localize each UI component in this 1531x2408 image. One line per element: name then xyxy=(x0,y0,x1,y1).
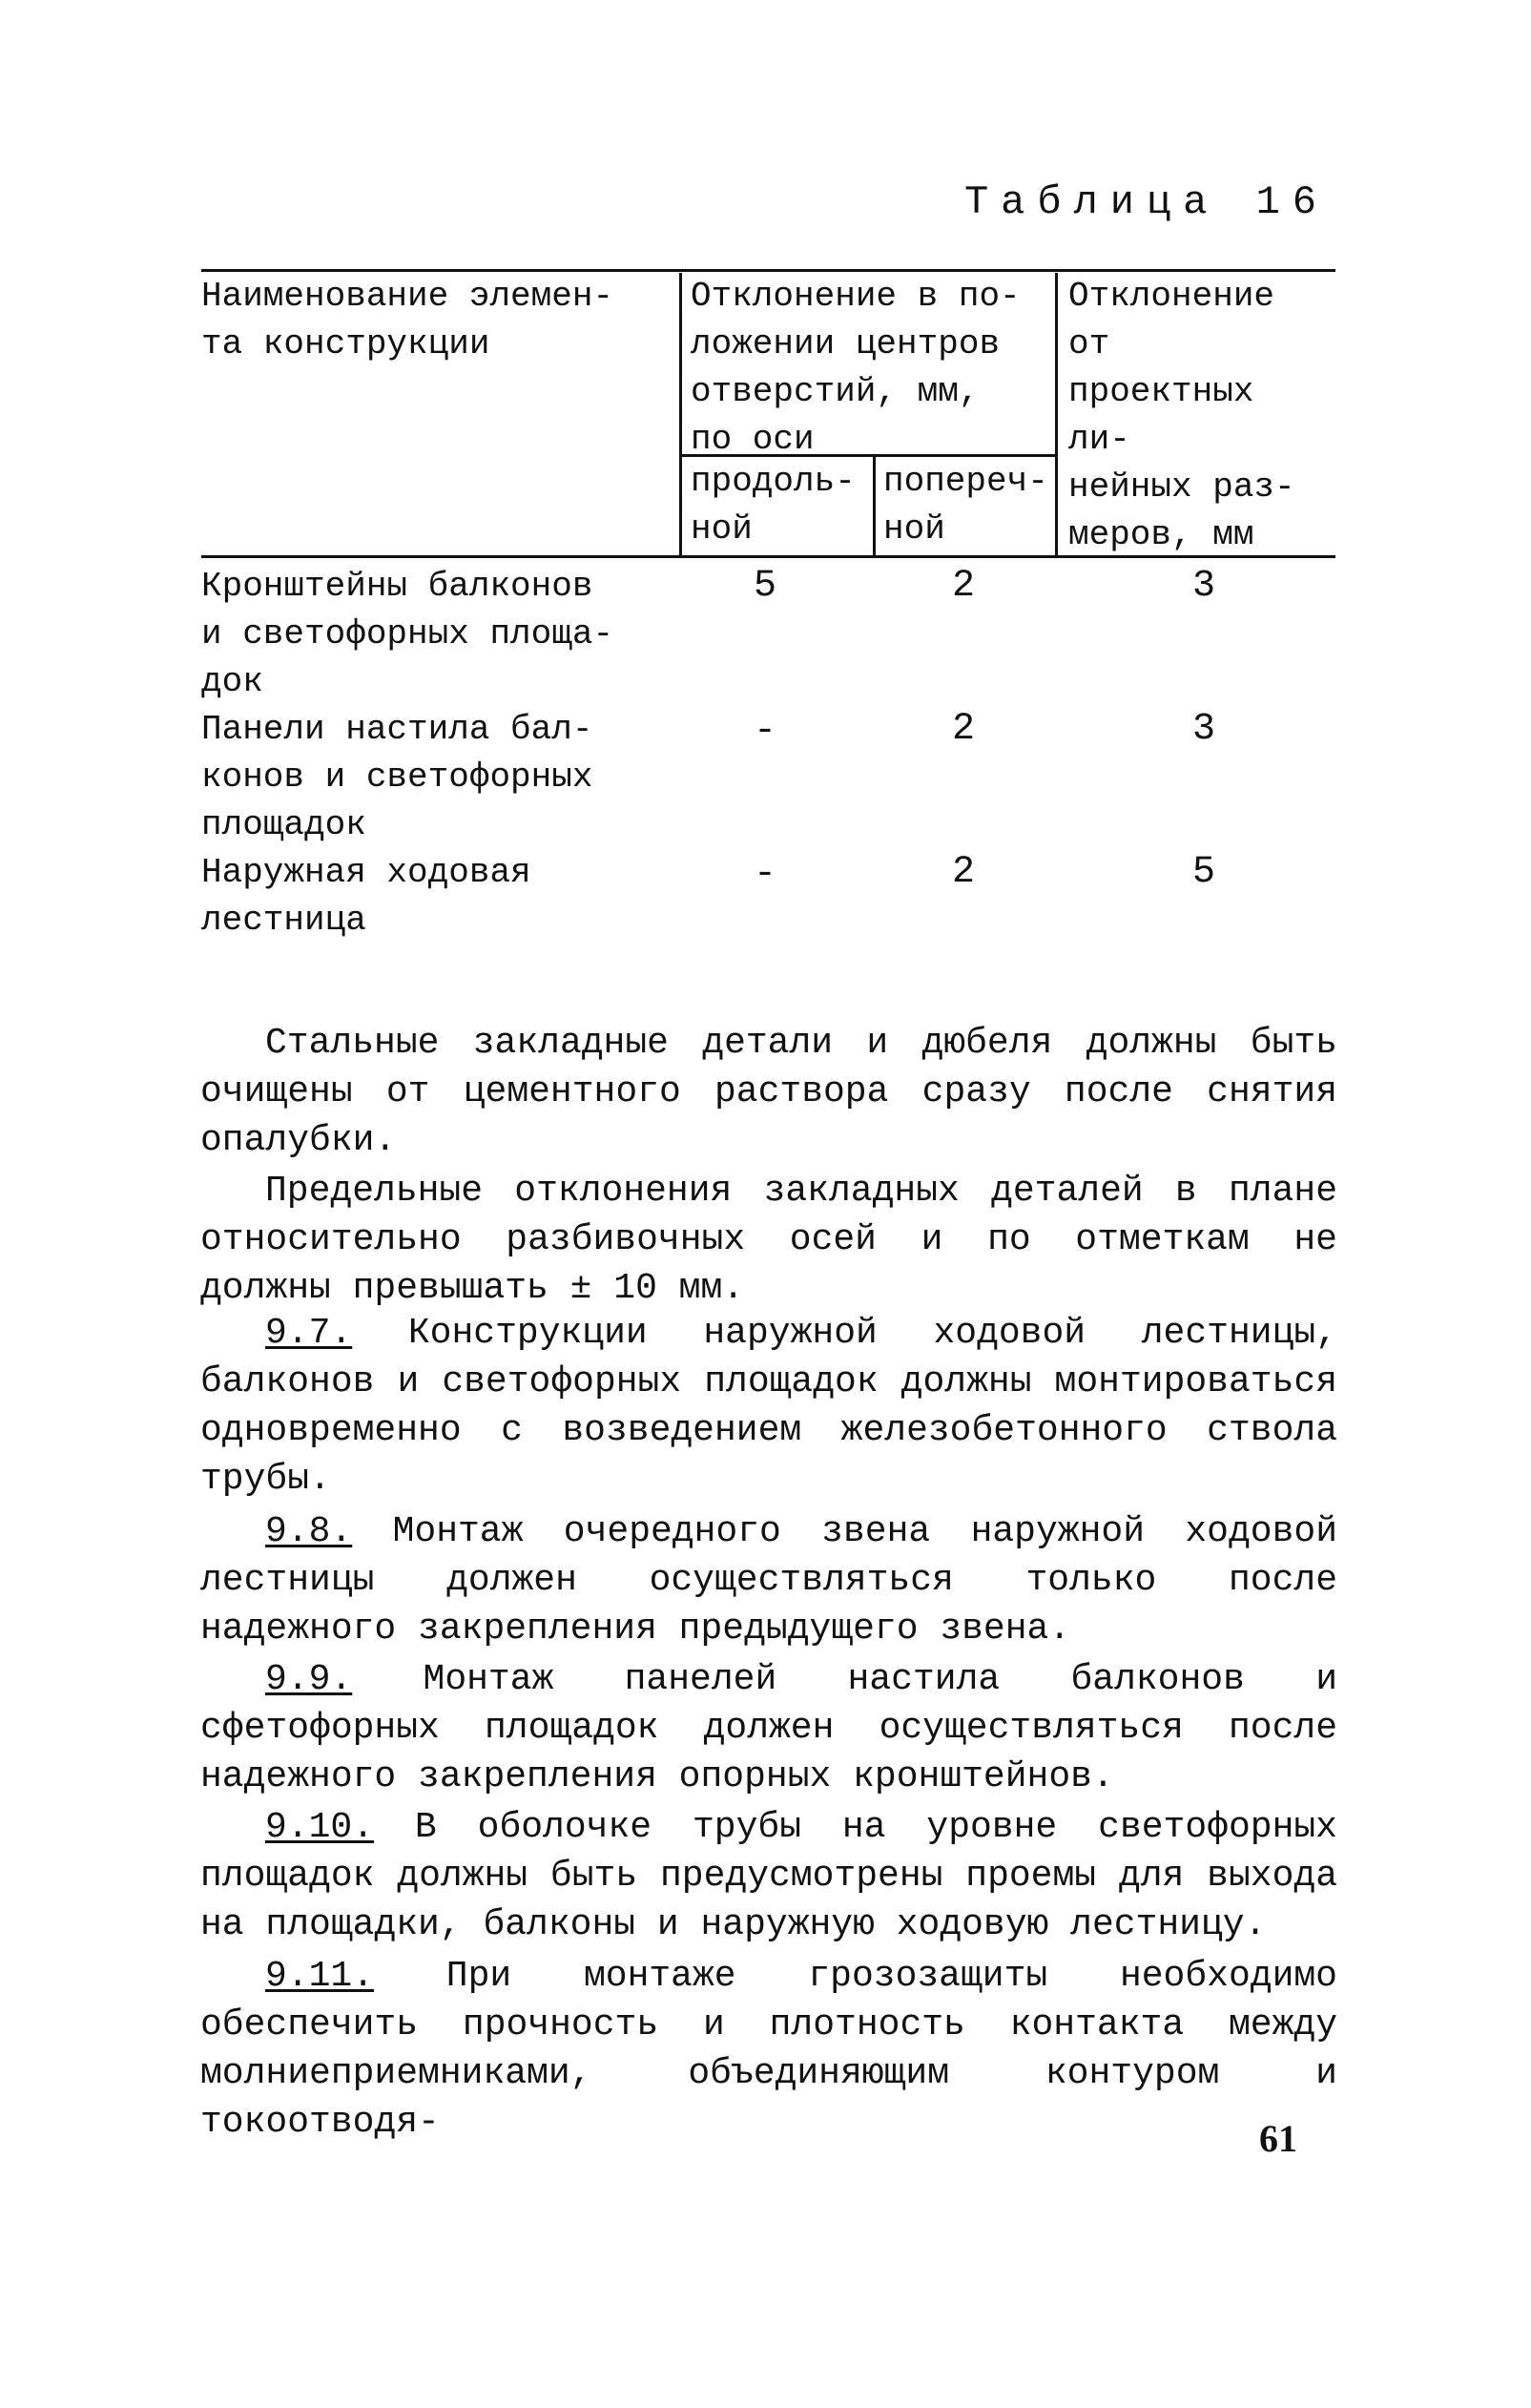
header-linear-size-deviation: Отклонение от проектных ли- нейных раз- меров, мм xyxy=(1068,277,1295,554)
paragraph-9-10-number: 9.10. xyxy=(265,1807,375,1848)
paragraph-9-7-number: 9.7. xyxy=(265,1313,353,1354)
paragraph-9-11-number: 9.11. xyxy=(265,1956,375,1997)
paragraph-9-8-text: Монтаж очередного звена наружной ходовой лестницы должен осуществляться только после надежного закрепления предыдущего звена. xyxy=(200,1511,1337,1650)
table-title: Таблица 16 xyxy=(963,179,1329,225)
header-element-name: Наименование элемен- та конструкции xyxy=(201,277,614,363)
header-divider-2 xyxy=(1055,273,1058,555)
paragraph-9-8-number: 9.8. xyxy=(265,1511,353,1552)
paragraph-9-11 xyxy=(200,1952,1337,2147)
paragraph-9-10 xyxy=(200,1803,1337,1949)
paragraph-steel-embedded-parts: Стальные закладные детали и дюбеля должны быть очищены от цементного раствора сразу после снятия опалубки. xyxy=(200,1023,1337,1161)
table-row-3-longitudinal: - xyxy=(754,853,777,896)
table-row-3-linear: 5 xyxy=(1192,851,1216,894)
paragraph-9-7 xyxy=(200,1309,1337,1504)
paragraph-9-8 xyxy=(200,1507,1337,1653)
table-row-3-name: Наружная ходовая лестница xyxy=(201,853,531,940)
table-row-2-linear: 3 xyxy=(1192,708,1216,751)
paragraph-9-9 xyxy=(200,1655,1337,1801)
table-top-rule xyxy=(201,269,1335,272)
table-row-1-name: Кронштейны балконов и светофорных площа- док xyxy=(201,567,614,701)
subheader-divider xyxy=(873,457,876,555)
table-row-1-longitudinal: 5 xyxy=(754,565,777,608)
table-row-1-transverse: 2 xyxy=(952,565,976,608)
paragraph-allowed-deviation: Предельные отклонения закладных деталей в плане относительно разбивочных осей и по отметкам не должны превышать ± 10 мм. xyxy=(200,1171,1337,1309)
header-transverse-axis: попереч- ной xyxy=(883,462,1048,549)
paragraph-9-9-number: 9.9. xyxy=(265,1659,353,1700)
table-row-2-name: Панели настила бал- конов и светофорных площадок xyxy=(201,710,593,844)
paragraph-9-11-text: При монтаже грозозащиты необходимо обеспечить прочность и плотность контакта между молниеприемниками, объединяющим контуром и токоотводя- xyxy=(200,1956,1337,2143)
paragraph-9-7-text: Конструкции наружной ходовой лестницы, балконов и светофорных площадок должны монтироваться одновременно с возведением железобетонного ствола трубы. xyxy=(200,1313,1337,1500)
page-number: 61 xyxy=(1259,2117,1297,2160)
table-row-3-transverse: 2 xyxy=(952,851,976,894)
header-longitudinal-axis: продоль- ной xyxy=(691,462,856,549)
paragraph-9-9-text: Монтаж панелей настила балконов и сфетофорных площадок должен осуществляться после надежного закрепления опорных кронштейнов. xyxy=(200,1659,1337,1797)
header-divider-1 xyxy=(679,273,682,555)
header-hole-center-deviation: Отклонение в по- ложении центров отверстий, мм, по оси xyxy=(691,277,1021,459)
table-row-2-transverse: 2 xyxy=(952,708,976,751)
table-row-2-longitudinal: - xyxy=(754,710,777,753)
table-row-1-linear: 3 xyxy=(1192,565,1216,608)
paragraph-9-10-text: В оболочке трубы на уровне светофорных площадок должны быть предусмотрены проемы для выхода на площадки, балконы и наружную ходовую лестницу. xyxy=(200,1807,1337,1945)
